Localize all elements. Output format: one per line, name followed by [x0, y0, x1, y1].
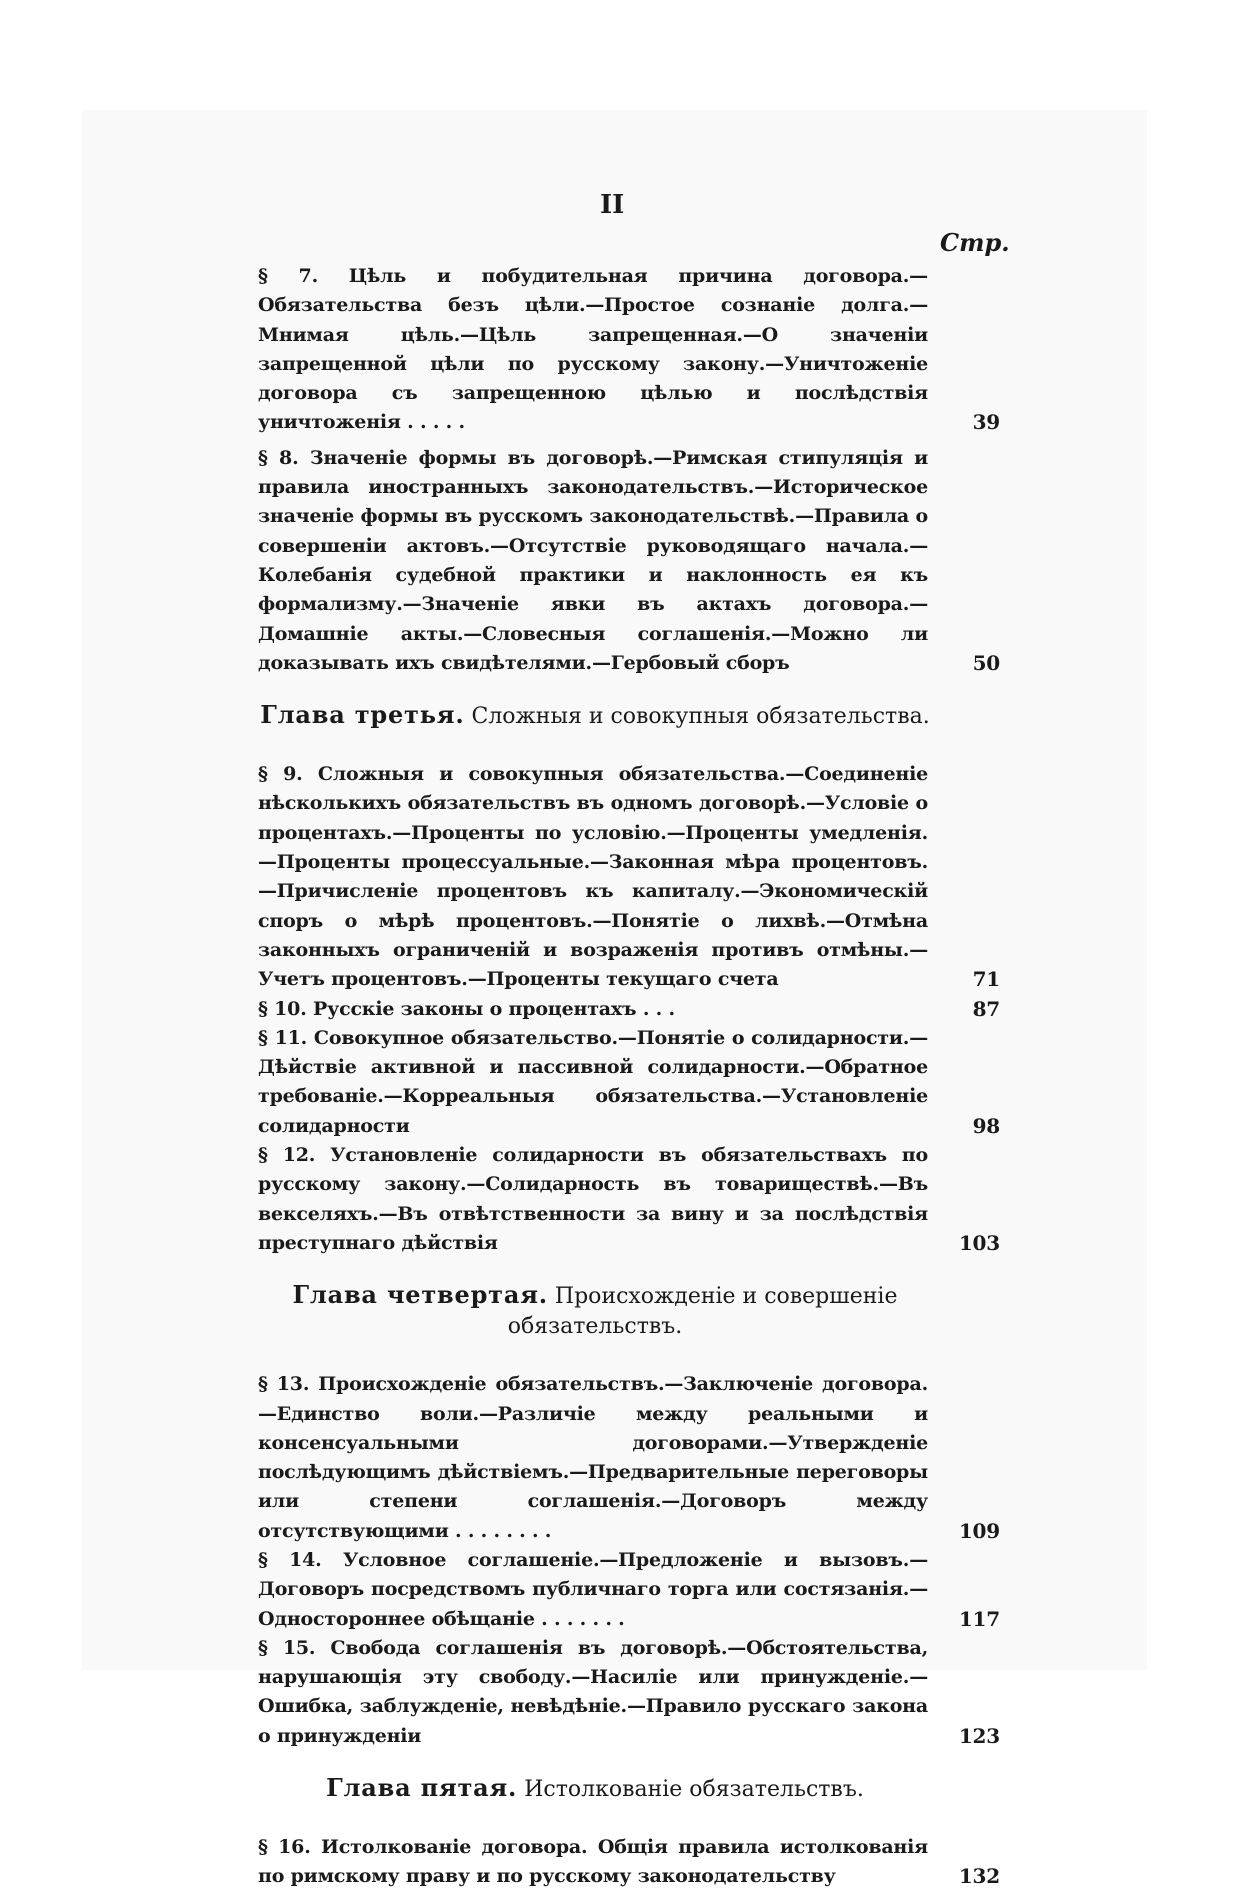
entry-text: § 7. Цѣль и побудительная причина договора.—Обязательства безъ цѣли.—Простое сознаніе долга.—Мнимая цѣль.—Цѣль запрещенная.—О значеніи запрещенной цѣли по русскому закону.—Уничтоженіе договора съ запрещенною цѣлью и послѣдствія уничтоженія . . . . .: [258, 265, 928, 434]
entry-page-number: 98: [972, 1113, 1000, 1138]
entry-text: § 9. Сложныя и совокупныя обязательства.—Соединеніе нѣсколькихъ обязательствъ въ одномъ договорѣ.—Условіе о процентахъ.—Проценты по условію.—Проценты умедленія.—Проценты процессуальные.—Законная мѣра процентовъ.—Причисленіе процентовъ къ капиталу.—Экономическій споръ о мѣрѣ процентовъ.—Понятіе о лихвѣ.—Отмѣна законныхъ ограниченій и возраженія противъ отмѣны.—Учетъ процентовъ.—Проценты текущаго счета: [258, 763, 928, 991]
entry-text: § 11. Совокупное обязательство.—Понятіе о солидарности.—Дѣйствіе активной и пассивной солидарности.—Обратное требованіе.—Корреальныя обязательства.—Установленіе солидарности: [258, 1026, 928, 1137]
chapter-title: Сложныя и совокупныя обязательства.: [471, 704, 930, 730]
entry-text: § 10. Русскіе законы о процентахъ . . .: [258, 997, 675, 1020]
chapter-label: Глава пятая.: [326, 1773, 518, 1803]
chapter-title: Истолкованіе обязательствъ.: [524, 1777, 864, 1803]
entry-page-number: 132: [958, 1864, 1000, 1889]
entry-page-number: 123: [958, 1723, 1000, 1748]
entry-text: § 15. Свобода соглашенія въ договорѣ.—Обстоятельства, нарушающія эту свободу.—Насиліе или принужденіе.—Ошибка, заблужденіе, невѣдѣніе.—Правило русскаго закона о принужденіи: [258, 1636, 928, 1747]
toc-entry-par12[interactable]: [220, 1141, 1000, 1258]
entry-text: § 8. Значеніе формы въ договорѣ.—Римская стипуляція и правила иностранныхъ законодательствъ.—Историческое значеніе формы въ русскомъ законодательствѣ.—Правила о совершеніи актовъ.—Отсутствіе руководящаго начала.—Колебанія судебной практики и наклонность ея къ формализму.—Значеніе явки въ актахъ договора.—Домашніе акты.—Словесныя соглашенія.—Можно ли доказывать ихъ свидѣтелями.—Гербовый сборъ: [258, 446, 928, 674]
entry-text: § 16. Истолкованіе договора. Общія правила истолкованія по римскому праву и по русскому законодательству: [258, 1836, 928, 1888]
entry-page-number: 117: [958, 1606, 1000, 1631]
entry-text: § 12. Установленіе солидарности въ обязательствахъ по русскому закону.—Солидарность въ товариществѣ.—Въ векселяхъ.—Въ отвѣтственности за вину и за послѣдствія преступнаго дѣйствія: [258, 1144, 928, 1254]
toc-entry-par15[interactable]: [220, 1634, 1000, 1751]
toc-entry-par13[interactable]: [220, 1370, 1000, 1546]
toc-entry-par11[interactable]: [220, 1024, 1000, 1141]
entry-text: § 14. Условное соглашеніе.—Предложеніе и вызовъ.—Договоръ посредствомъ публичнаго торга или состязанія.—Одностороннее обѣщаніе . . . . . . .: [258, 1548, 928, 1630]
chapter-heading-5: [220, 1773, 1000, 1805]
toc-entry-par7[interactable]: [220, 262, 1000, 438]
chapter-heading-4: [220, 1280, 1000, 1342]
entry-page-number: 39: [972, 410, 1000, 435]
chapter-heading-3: [220, 700, 1000, 732]
toc-entry-par14[interactable]: [220, 1546, 1000, 1634]
chapter-label: Глава третья.: [260, 700, 465, 730]
table-of-contents: [220, 262, 1000, 1892]
pages-column-label: Стр.: [940, 228, 1010, 257]
entry-page-number: 71: [972, 967, 1000, 992]
chapter-title: Происхожденіе и совершеніе обязательствъ.: [507, 1284, 898, 1340]
chapter-label: Глава четвертая.: [292, 1280, 548, 1310]
toc-entry-par9[interactable]: [220, 760, 1000, 994]
entry-page-number: 109: [958, 1518, 1000, 1543]
entry-page-number: 87: [972, 996, 1000, 1021]
entry-page-number: 50: [972, 650, 1000, 675]
toc-entry-par8[interactable]: [220, 444, 1000, 678]
entry-page-number: 103: [958, 1230, 1000, 1255]
toc-entry-par16[interactable]: [220, 1833, 1000, 1892]
page-folio: II: [600, 190, 625, 220]
toc-entry-par10[interactable]: [220, 995, 1000, 1024]
entry-text: § 13. Происхожденіе обязательствъ.—Заключеніе договора.—Единство воли.—Различіе между реальными и консенсуальными договорами.—Утвержденіе послѣдующимъ дѣйствіемъ.—Предварительные переговоры или степени соглашенія.—Договоръ между отсутствующими . . . . . . . .: [258, 1373, 928, 1542]
